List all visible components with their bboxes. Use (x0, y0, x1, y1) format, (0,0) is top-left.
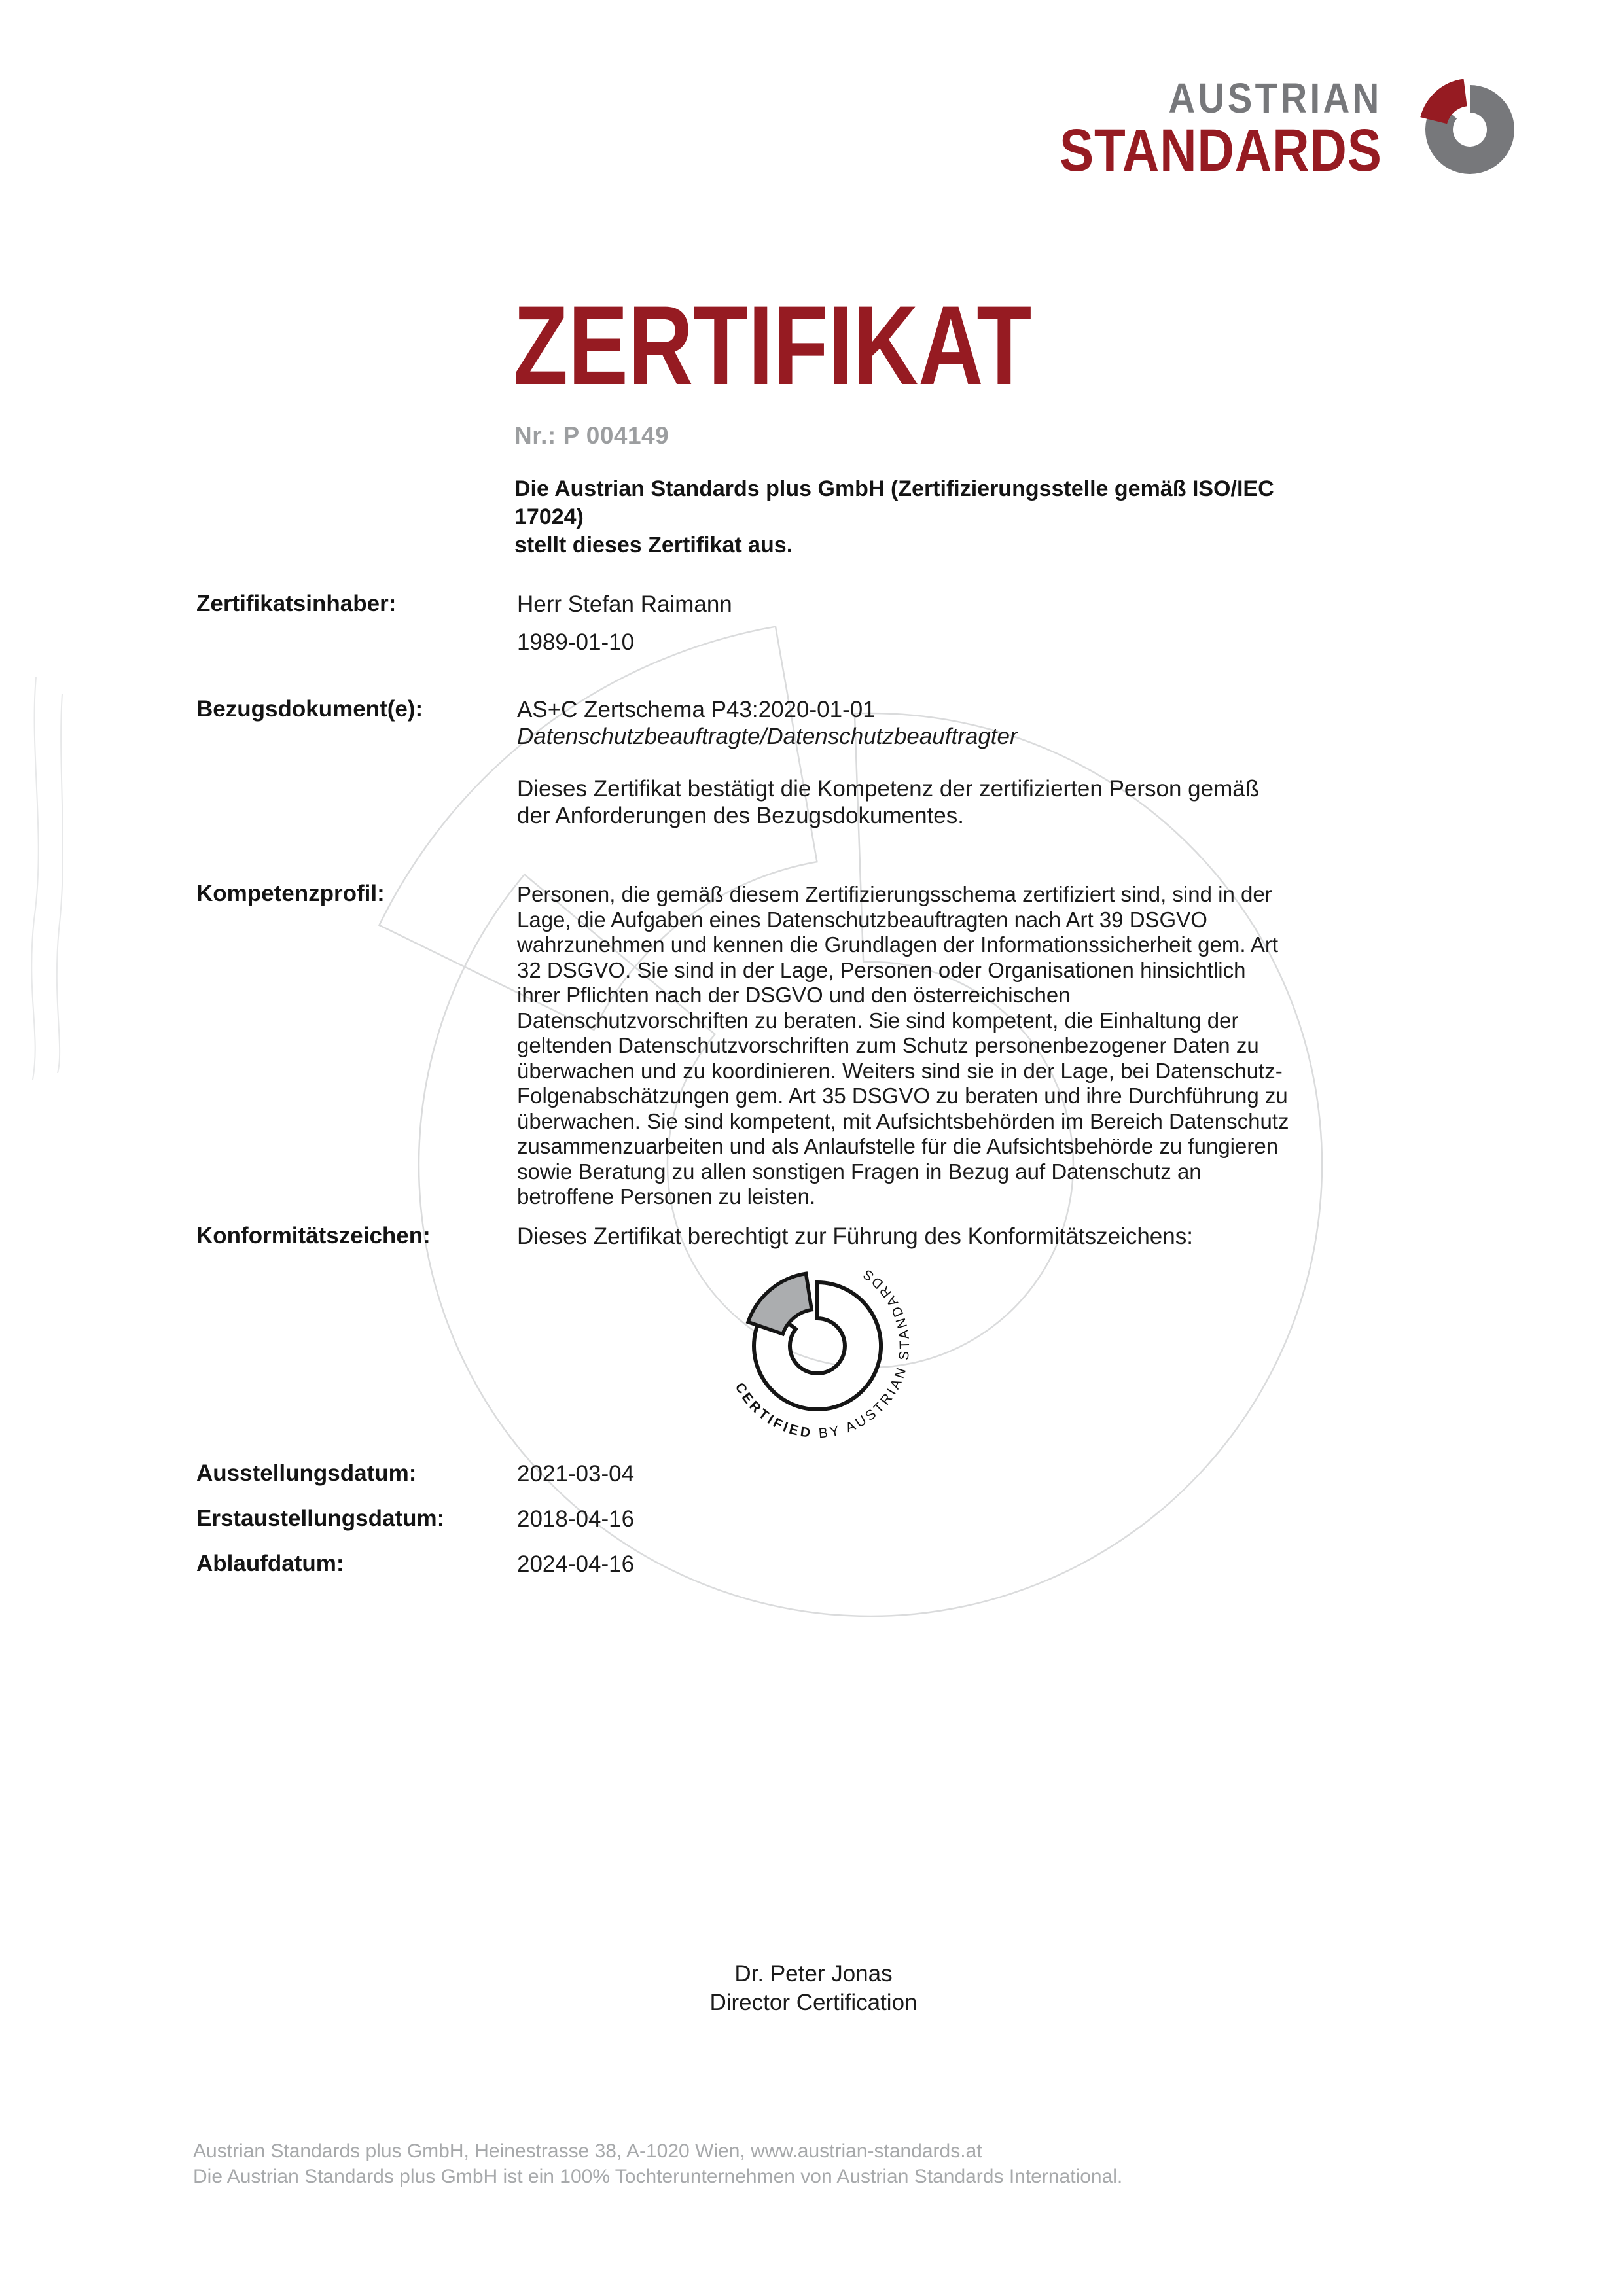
first-issue-date-label: Erstaustellungsdatum: (196, 1506, 445, 1531)
mark-gray-arc (748, 1273, 812, 1333)
certificate-number: Nr.: P 004149 (514, 422, 669, 449)
brand-word-austrian: AUSTRIAN (1168, 75, 1382, 122)
conformity-label: Konformitätszeichen: (196, 1223, 431, 1248)
expiry-date-value: 2024-04-16 (517, 1551, 635, 1577)
conformity-text: Dieses Zertifikat berechtigt zur Führung des Konformitätszeichens: (517, 1224, 1193, 1249)
expiry-date-label: Ablaufdatum: (196, 1551, 344, 1576)
mark-text-certified: CERTIFIED (732, 1380, 814, 1441)
competence-text: Personen, die gemäß diesem Zertifizierungsschema zertifiziert sind, sind in der Lage, die Aufgaben eines Datenschutzbeauftragten nach Art 39 DSGVO wahrzunehmen und kennen die Grundlagen der Informationssicherheit gem. Art 32 DSGVO. Sie sind in der Lage, Personen oder Organisationen hinsichtlich ihrer Pflichten nach der DSGVO und den österreichischen Datenschutzvorschriften zu beraten. Sie sind kompetent, die Einhaltung der geltenden Datenschutzvorschriften zum Schutz personenbezogener Daten zu überwachen und zu koordinieren. Weiters sind sie in der Lage, bei Datenschutz-Folgenabschätzungen gem. Art 35 DSGVO zu beraten und ihre Durchführung zu überwachen. Sie sind kompetent, mit Aufsichtsbehörden im Bereich Datenschutz zusammenzuarbeiten und als Anlaufstelle für die Aufsichtsbehörde zu fungieren sowie Beratung zu allen sonstigen Fragen in Bezug auf Datenschutz an betroffene Personen zu leisten. (517, 882, 1289, 1209)
brand-logo (1003, 75, 1382, 184)
certified-by-austrian-standards-mark (713, 1241, 922, 1451)
reference-label: Bezugsdokument(e): (196, 696, 423, 722)
mark-text-by-austrian-standards: BY AUSTRIAN STANDARDS (812, 1265, 913, 1441)
footer-ownership-line: Die Austrian Standards plus GmbH ist ein 100% Tochterunternehmen von Austrian Standards International. (193, 2166, 1123, 2187)
holder-birthdate: 1989-01-10 (517, 629, 635, 655)
holder-name: Herr Stefan Raimann (517, 592, 732, 617)
holder-label: Zertifikatsinhaber: (196, 591, 397, 616)
brand-word-standards: STANDARDS (1060, 117, 1382, 184)
issuer-statement (514, 475, 1300, 559)
signatory-name: Dr. Peter Jonas (734, 1961, 893, 1987)
signatory-role: Director Certification (709, 1990, 918, 2015)
logo-red-arc (1420, 79, 1467, 124)
issuer-statement-line2: stellt dieses Zertifikat aus. (514, 533, 793, 557)
issuer-statement-line1: Die Austrian Standards plus GmbH (Zertifizierungsstelle gemäß ISO/IEC 17024) (514, 476, 1274, 529)
competence-label: Kompetenzprofil: (196, 881, 385, 906)
reference-confirmation: Dieses Zertifikat bestätigt die Kompetenz der zertifizierten Person gemäß der Anforderungen des Bezugsdokumentes. (517, 776, 1260, 828)
first-issue-date-value: 2018-04-16 (517, 1506, 635, 1532)
scan-artifact-lines (31, 677, 63, 1080)
reference-scheme: AS+C Zertschema P43:2020-01-01 (517, 697, 876, 722)
donut-arc-logo-icon (1412, 64, 1530, 185)
issue-date-label: Ausstellungsdatum: (196, 1460, 417, 1486)
footer-address-line: Austrian Standards plus GmbH, Heinestrasse 38, A-1020 Wien, www.austrian-standards.at (193, 2140, 982, 2162)
reference-value (517, 696, 1224, 750)
reference-scheme-title: Datenschutzbeauftragte/Datenschutzbeauftragter (517, 724, 1018, 749)
page-title: ZERTIFIKAT (513, 283, 1032, 408)
signature-block (617, 1960, 1010, 2017)
footer (193, 2138, 1436, 2189)
issue-date-value: 2021-03-04 (517, 1461, 635, 1487)
